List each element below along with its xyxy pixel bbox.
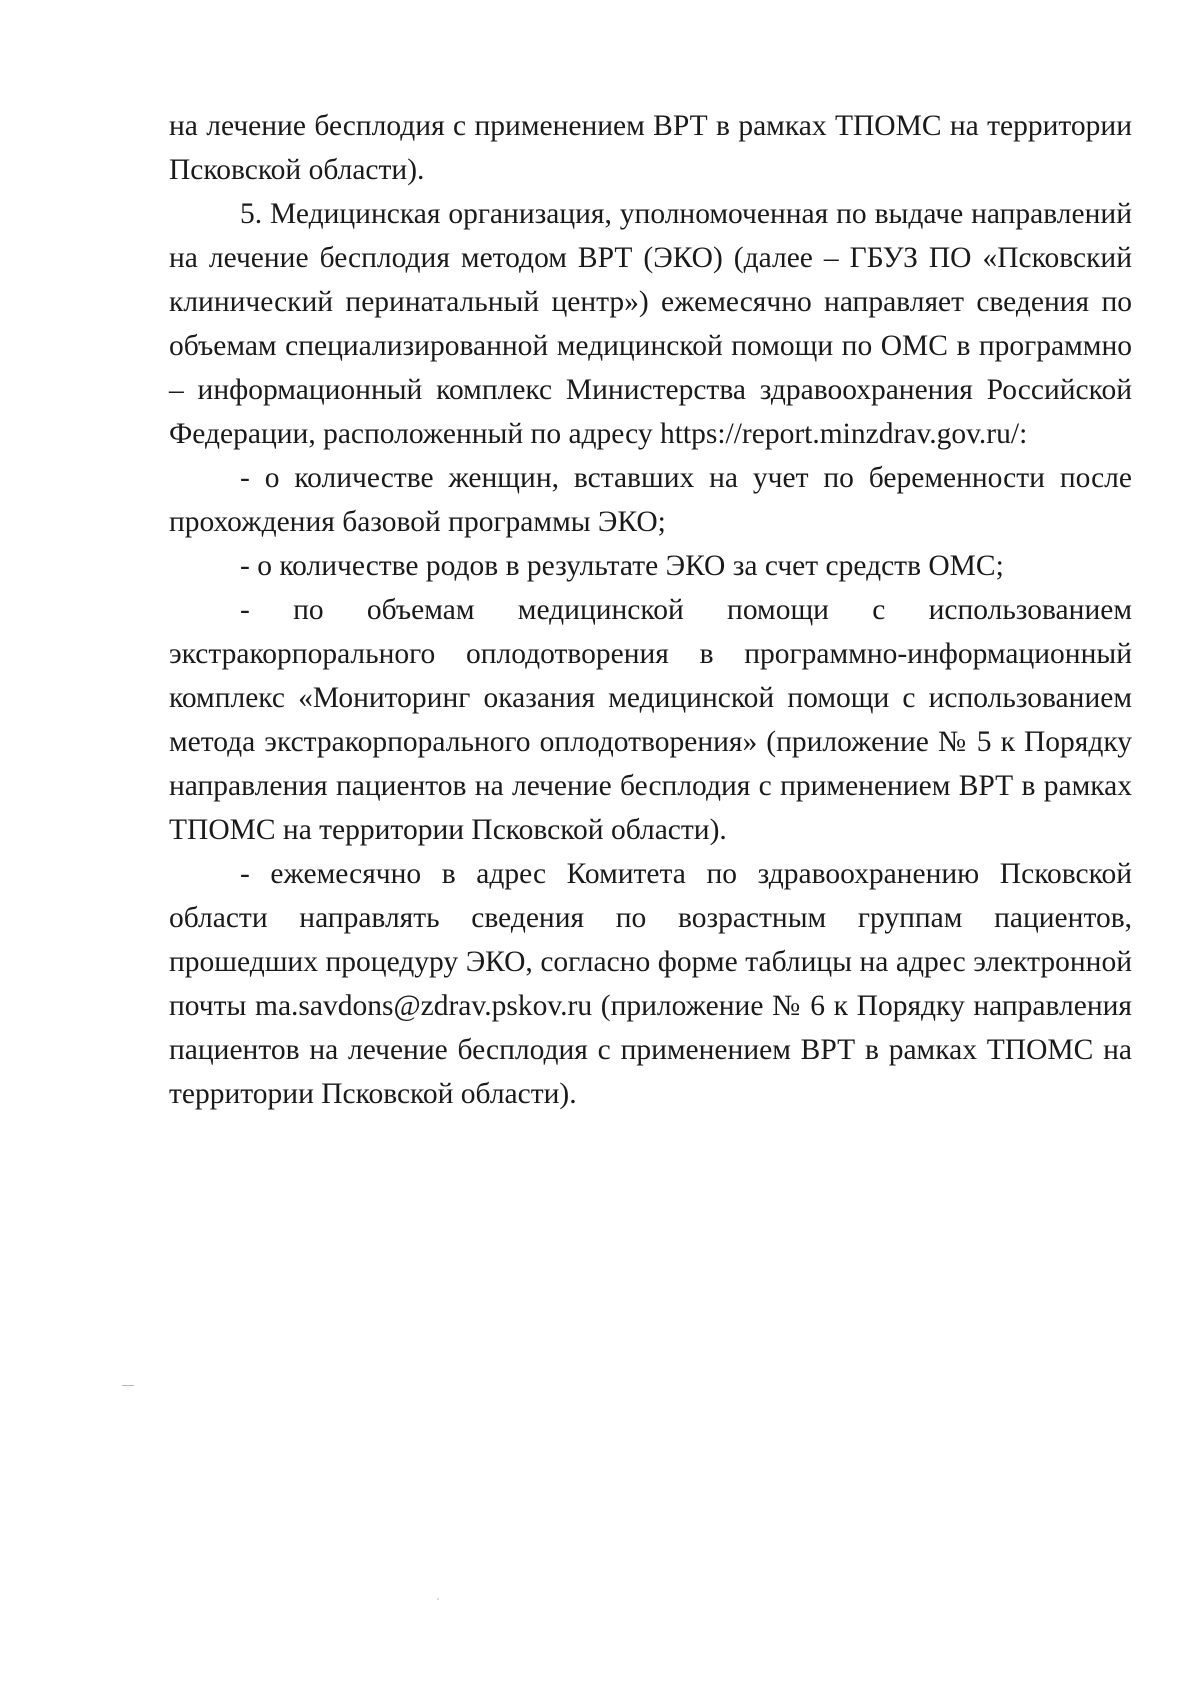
document-body (169, 104, 1132, 1116)
scan-artifact-mark (122, 1385, 134, 1386)
paragraph-item-5: 5. Медицинская организация, уполномоченная по выдаче направлений на лечение бесплодия методом ВРТ (ЭКО) (далее – ГБУЗ ПО «Псковский клинический перинатальный центр») ежемесячно направляет сведения по объемам специализированной медицинской помощи по ОМС в программно – информационный комплекс Министерства здравоохранения Российской Федерации, расположенный по адресу https://report.minzdrav.gov.ru/: (169, 198, 1132, 450)
paragraph-continuation: на лечение бесплодия с применением ВРТ в рамках ТПОМС на территории Псковской области). (169, 110, 1132, 186)
paragraph-women-registered: - о количестве женщин, вставших на учет по беременности после прохождения базовой программы ЭКО; (169, 462, 1132, 538)
scan-artifact-dot (437, 1598, 439, 1600)
paragraph-monthly-committee: - ежемесячно в адрес Комитета по здравоохранению Псковской области направлять сведения по возрастным группам пациентов, прошедших процедуру ЭКО, согласно форме таблицы на адрес электронной почты ma.savdons@zdrav.pskov.ru (приложение № 6 к Порядку направления пациентов на лечение бесплодия с применением ВРТ в рамках ТПОМС на территории Псковской области). (169, 858, 1132, 1110)
paragraph-births: - о количестве родов в результате ЭКО за счет средств ОМС; (240, 550, 1004, 582)
paragraph-volumes: - по объемам медицинской помощи с использованием экстракорпорального оплодотворения в программно-информационный комплекс «Мониторинг оказания медицинской помощи с использованием метода экстракорпорального оплодотворения» (приложение № 5 к Порядку направления пациентов на лечение бесплодия с применением ВРТ в рамках ТПОМС на территории Псковской области). (169, 594, 1132, 846)
